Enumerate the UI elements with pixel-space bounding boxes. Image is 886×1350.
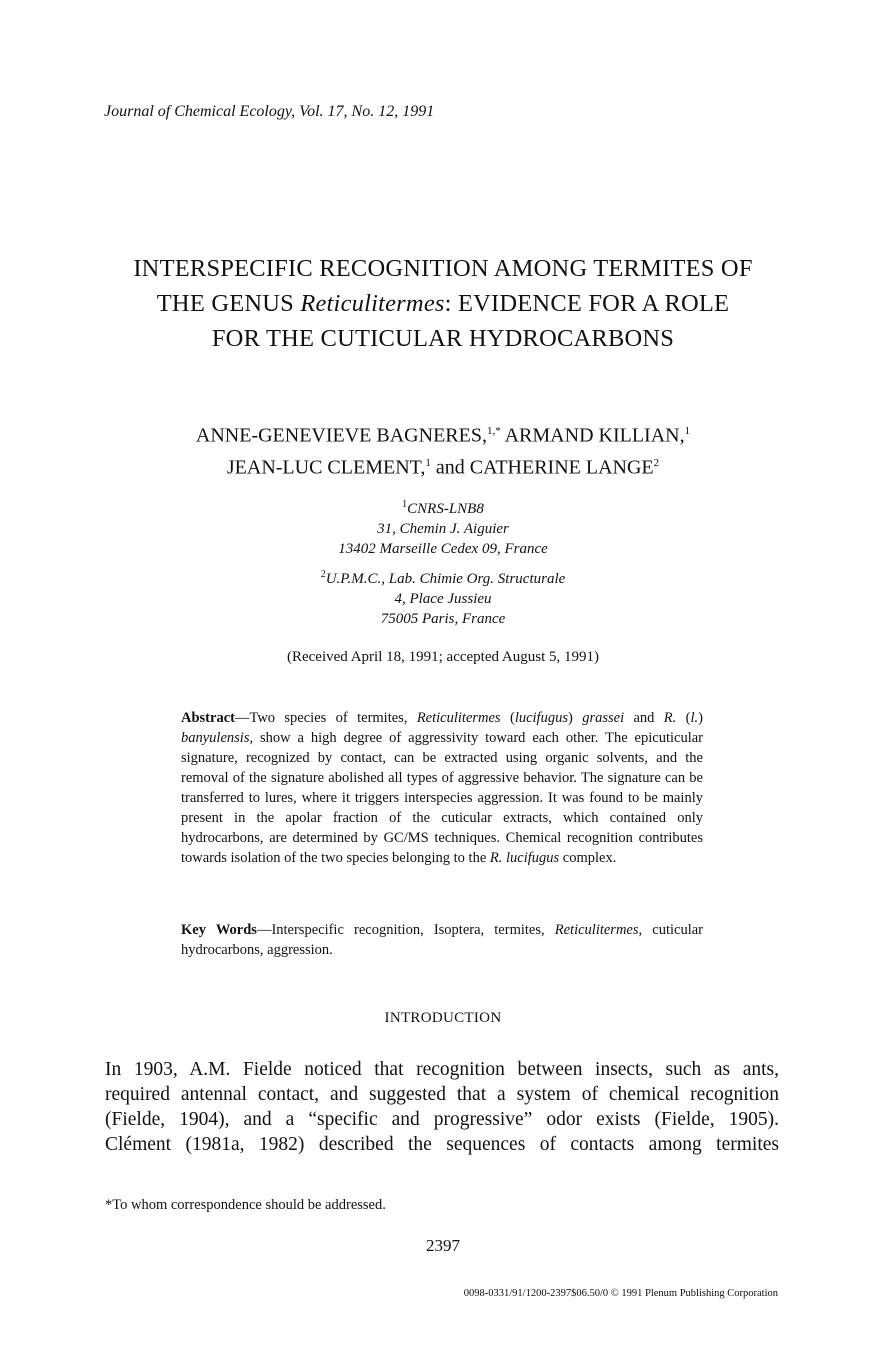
title-line-3: FOR THE CUTICULAR HYDROCARBONS [211, 325, 675, 352]
section-heading-introduction: INTRODUCTION [384, 1010, 502, 1026]
text-line: In 1903, A.M. Fielde noticed that recognition between insects, such as ants, [105, 1059, 779, 1080]
keywords-label: Key Words [181, 922, 257, 938]
title-line-2: THE GENUS Reticulitermes: EVIDENCE FOR A ROLE [156, 290, 730, 317]
paper-title [0, 251, 886, 356]
genus-name: Reticulitermes [300, 290, 445, 317]
copyright-line: 0098-0331/91/1200-2397$06.50/0 © 1991 Plenum Publishing Corporation [463, 1288, 778, 1299]
introduction-text [105, 1057, 779, 1157]
text-line: required antennal contact, and suggested that a system of chemical recognition [105, 1084, 779, 1105]
affiliation-2: $^2$U.P.M.C., Lab. Chimie Org. Structurale 4, Place Jussieu 75005 Paris, France [320, 569, 566, 627]
abstract: Abstract—Two species of termites, Reticulitermes (lucifugus) grassei and R. (l.) banyulensis, show a high degree of aggressivity toward each other. The epicuticular signature, recognized by contact, can be extracted using organic solvents, and the removal of the signature abolished all types of aggressive behavior. The signature can be transferred to lures, where it triggers interspecies aggression. It was found to be mainly present in the apolar fraction of the cuticular extracts, which contained only hydrocarbons, are determined by GC/MS techniques. Chemical recognition contributes towards isolation of the two species belonging to the R. lucifugus complex. [181, 710, 703, 866]
title-line-1: INTERSPECIFIC RECOGNITION AMONG TERMITES OF [133, 255, 753, 282]
authors-line-1: ANNE-GENEVIEVE BAGNERES,$^{1,*}$ ARMAND KILLIAN,$^1$ [195, 424, 691, 447]
footnote: *To whom correspondence should be addressed. [105, 1197, 386, 1213]
text-line: (Fielde, 1904), and a “specific and progressive” odor exists (Fielde, 1905). [105, 1109, 779, 1130]
page-number: 2397 [426, 1236, 460, 1255]
authors-line-2: JEAN-LUC CLEMENT,$^1$ and CATHERINE LANGE$^2$ [226, 456, 660, 479]
author-list [0, 418, 886, 481]
affiliation-1: $^1$CNRS-LNB8 31, Chemin J. Aiguier 13402 Marseille Cedex 09, France [338, 499, 548, 557]
received-dates: (Received April 18, 1991; accepted August 5, 1991) [286, 649, 599, 665]
text-line: Clément (1981a, 1982) described the sequences of contacts among termites [105, 1134, 779, 1155]
key-words: Key Words—Interspecific recognition, Isoptera, termites, Reticulitermes, cuticular hydrocarbons, aggression. [181, 922, 703, 958]
abstract-label: Abstract [181, 710, 235, 726]
journal-citation: Journal of Chemical Ecology, Vol. 17, No. 12, 1991 [104, 103, 435, 120]
